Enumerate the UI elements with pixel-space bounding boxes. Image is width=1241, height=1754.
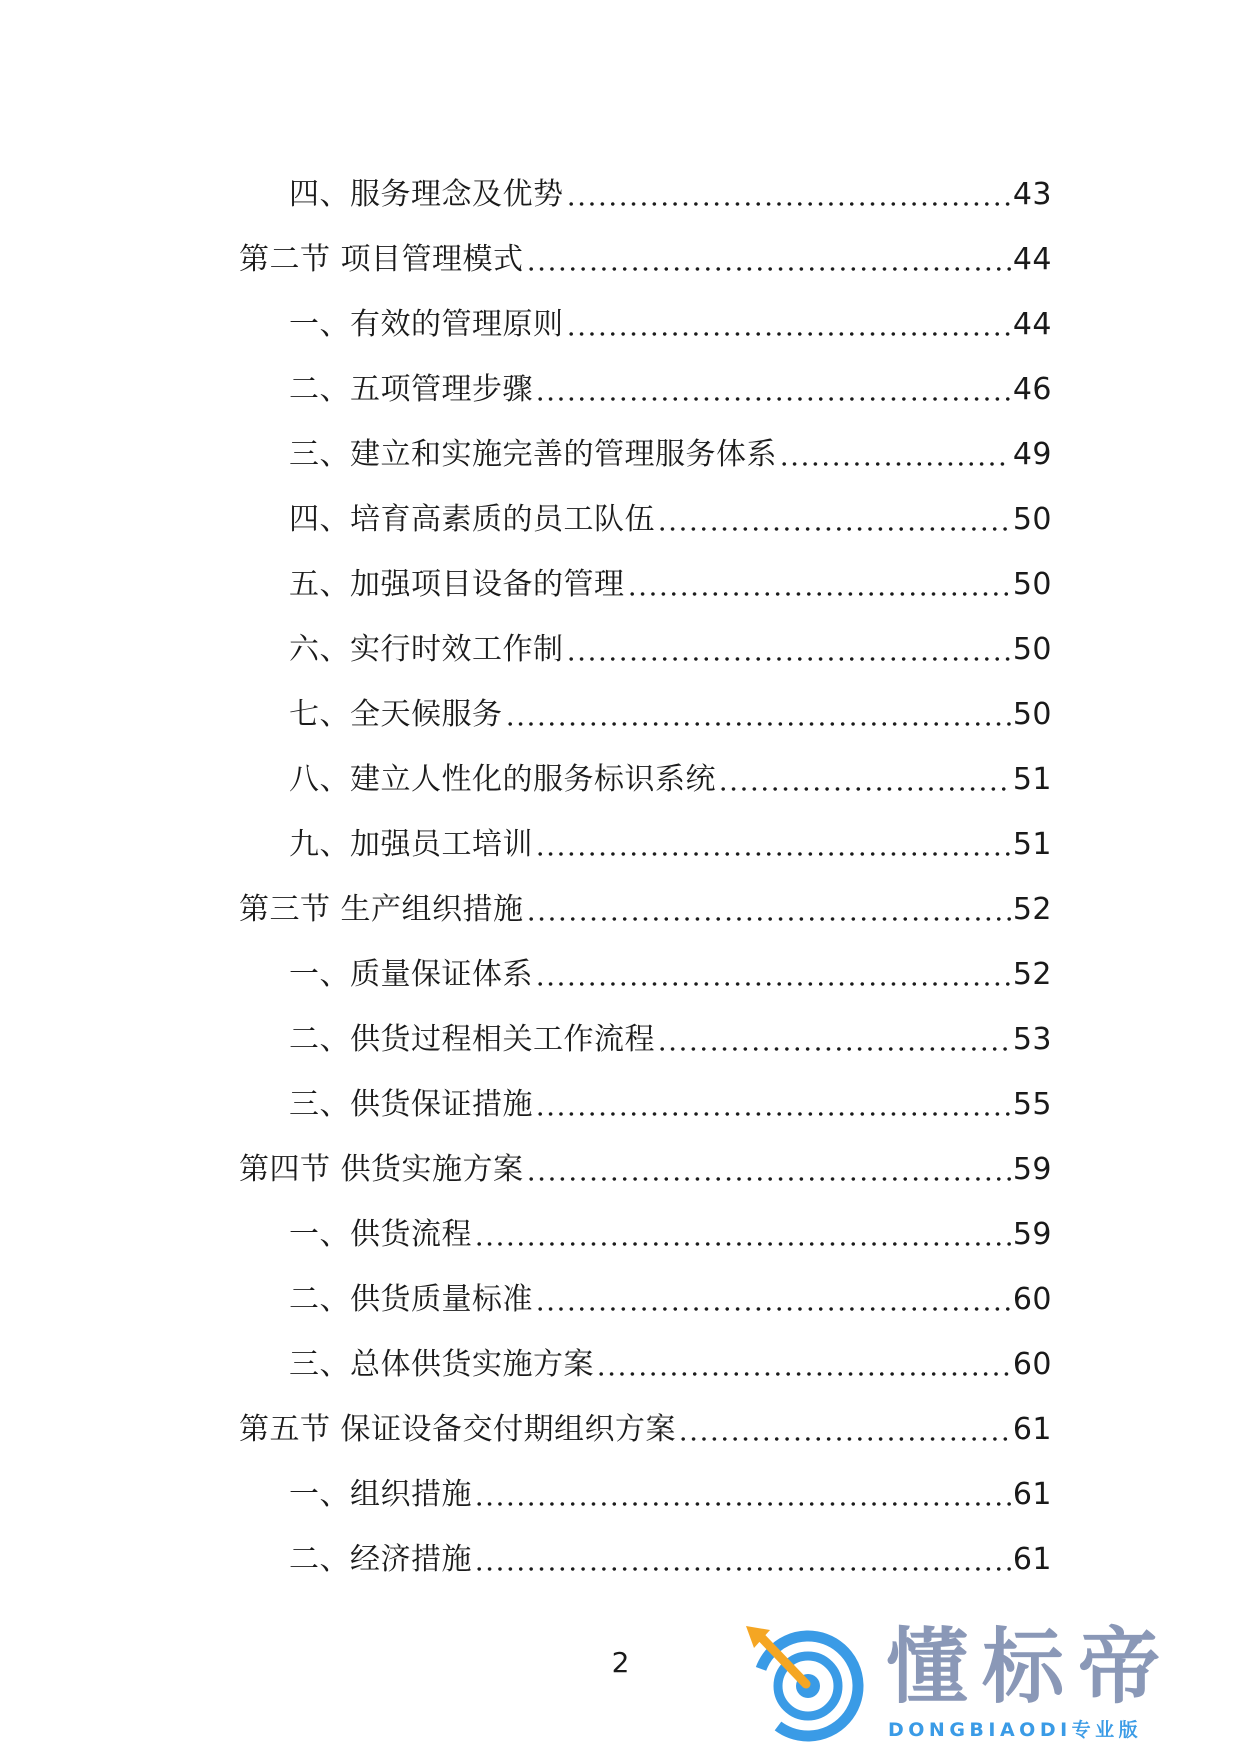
- toc-entry-title: 六、实行时效工作制: [289, 632, 564, 667]
- toc-entry[interactable]: [239, 885, 1052, 929]
- toc-dot-leader: [566, 202, 1011, 206]
- toc-entry[interactable]: [289, 495, 1052, 539]
- toc-entry-title: 第二节 项目管理模式: [239, 242, 524, 277]
- toc-entry[interactable]: [239, 1405, 1052, 1449]
- toc-entry-title: 二、经济措施: [289, 1542, 472, 1577]
- toc-entry-page: 59: [1012, 1152, 1052, 1187]
- toc-entry-page: 50: [1012, 697, 1052, 732]
- toc-entry[interactable]: [239, 235, 1052, 279]
- toc-dot-leader: [535, 1307, 1011, 1311]
- toc-entry[interactable]: [289, 300, 1052, 344]
- toc-dot-leader: [535, 982, 1011, 986]
- toc-entry-page: 60: [1012, 1282, 1052, 1317]
- toc-entry-title: 一、组织措施: [289, 1477, 472, 1512]
- target-arrow-logo-icon: [740, 1618, 880, 1748]
- toc-entry-title: 二、供货过程相关工作流程: [289, 1022, 655, 1057]
- toc-entry-page: 61: [1012, 1412, 1052, 1447]
- toc-entry[interactable]: [289, 625, 1052, 669]
- toc-entry-title: 一、有效的管理原则: [289, 307, 564, 342]
- toc-entry[interactable]: [289, 365, 1052, 409]
- toc-entry-title: 第四节 供货实施方案: [239, 1152, 524, 1187]
- toc-dot-leader: [566, 657, 1011, 661]
- toc-entry-page: 59: [1012, 1217, 1052, 1252]
- toc-dot-leader: [526, 1177, 1011, 1181]
- toc-entry-page: 52: [1012, 892, 1052, 927]
- watermark-brand: 懂标帝: [886, 1620, 1175, 1715]
- watermark: [740, 1618, 1220, 1748]
- toc-dot-leader: [678, 1437, 1011, 1441]
- toc-entry[interactable]: [289, 950, 1052, 994]
- toc-entry-title: 二、供货质量标准: [289, 1282, 533, 1317]
- toc-entry-title: 第五节 保证设备交付期组织方案: [239, 1412, 677, 1447]
- toc-entry-page: 50: [1012, 567, 1052, 602]
- toc-dot-leader: [779, 462, 1011, 466]
- toc-entry-page: 46: [1012, 372, 1052, 407]
- toc-entry-title: 三、总体供货实施方案: [289, 1347, 594, 1382]
- toc-dot-leader: [474, 1502, 1011, 1506]
- toc-dot-leader: [718, 787, 1011, 791]
- toc-entry-title: 四、服务理念及优势: [289, 177, 564, 212]
- toc-entry-page: 53: [1012, 1022, 1052, 1057]
- toc-entry[interactable]: [289, 170, 1052, 214]
- toc-entry-page: 43: [1012, 177, 1052, 212]
- toc-entry-page: 55: [1012, 1087, 1052, 1122]
- toc-dot-leader: [535, 397, 1011, 401]
- toc-entry-title: 九、加强员工培训: [289, 827, 533, 862]
- toc-entry-page: 50: [1012, 502, 1052, 537]
- toc-entry[interactable]: [289, 1015, 1052, 1059]
- toc-dot-leader: [535, 1112, 1011, 1116]
- toc-entry-page: 50: [1012, 632, 1052, 667]
- toc-entry-title: 一、供货流程: [289, 1217, 472, 1252]
- toc-entry-page: 61: [1012, 1477, 1052, 1512]
- toc-entry[interactable]: [289, 430, 1052, 474]
- toc-dot-leader: [505, 722, 1011, 726]
- toc-entry-title: 四、培育高素质的员工队伍: [289, 502, 655, 537]
- toc-dot-leader: [474, 1567, 1011, 1571]
- toc-entry[interactable]: [289, 755, 1052, 799]
- toc-entry-title: 三、建立和实施完善的管理服务体系: [289, 437, 777, 472]
- toc-entry-page: 60: [1012, 1347, 1052, 1382]
- toc-dot-leader: [627, 592, 1011, 596]
- toc-entry[interactable]: [289, 1340, 1052, 1384]
- toc-entry-title: 二、五项管理步骤: [289, 372, 533, 407]
- toc-entry-page: 51: [1012, 827, 1052, 862]
- toc-entry[interactable]: [289, 1210, 1052, 1254]
- toc-entry-page: 52: [1012, 957, 1052, 992]
- toc-entry-page: 49: [1012, 437, 1052, 472]
- toc-entry[interactable]: [289, 560, 1052, 604]
- toc-entry-page: 44: [1012, 307, 1052, 342]
- toc-dot-leader: [474, 1242, 1011, 1246]
- toc-entry-title: 一、质量保证体系: [289, 957, 533, 992]
- toc-entry[interactable]: [289, 820, 1052, 864]
- toc-entry[interactable]: [289, 1275, 1052, 1319]
- toc-entry-title: 八、建立人性化的服务标识系统: [289, 762, 716, 797]
- toc-entry-title: 三、供货保证措施: [289, 1087, 533, 1122]
- toc-entry[interactable]: [239, 1145, 1052, 1189]
- toc-entry-page: 44: [1012, 242, 1052, 277]
- toc-entry-page: 51: [1012, 762, 1052, 797]
- toc-dot-leader: [657, 527, 1011, 531]
- toc-dot-leader: [526, 267, 1011, 271]
- toc-entry[interactable]: [289, 690, 1052, 734]
- toc-dot-leader: [596, 1372, 1011, 1376]
- toc-entry-title: 五、加强项目设备的管理: [289, 567, 625, 602]
- watermark-subtitle: DONGBIAODI专业版: [888, 1719, 1143, 1741]
- toc-entry[interactable]: [289, 1535, 1052, 1579]
- toc-dot-leader: [566, 332, 1011, 336]
- toc-entry-page: 61: [1012, 1542, 1052, 1577]
- toc-entry-title: 七、全天候服务: [289, 697, 503, 732]
- toc-entry-title: 第三节 生产组织措施: [239, 892, 524, 927]
- toc-entry[interactable]: [289, 1470, 1052, 1514]
- toc-dot-leader: [657, 1047, 1011, 1051]
- toc-dot-leader: [526, 917, 1011, 921]
- toc-entry[interactable]: [289, 1080, 1052, 1124]
- toc-dot-leader: [535, 852, 1011, 856]
- page-number: 2: [611, 1646, 630, 1679]
